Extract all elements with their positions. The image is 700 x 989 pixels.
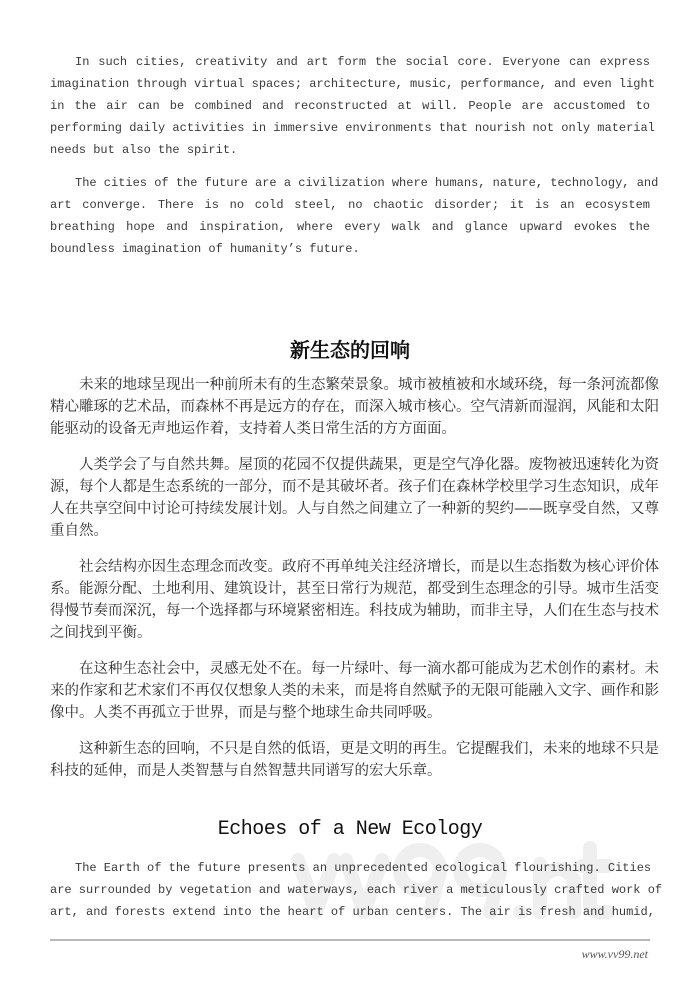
text-line: In such cities, creativity and art form the social core. Everyone can express [75, 55, 650, 69]
text-line: 在这种生态社会中，灵感无处不在。每一片绿叶、每一滴水都可能成为艺术创作的素材。未 [79, 661, 659, 677]
text-line: art, and forests extend into the heart of urban centers. The air is fresh and humid, [50, 905, 655, 919]
intro-paragraph-1 [50, 51, 655, 161]
text-line: 来的作家和艺术家们不再仅仅想象人类的未来，而是将自然赋予的无限可能融入文字、画作和影 [50, 683, 659, 699]
zh-paragraph-1 [50, 374, 659, 440]
text-line: 人类学会了与自然共舞。屋顶的花园不仅提供蔬果，更是空气净化器。废物被迅速转化为资 [79, 457, 659, 473]
text-line: in the air can be combined and reconstructed at will. People are accustomed to [50, 99, 650, 113]
text-line: 未来的地球呈现出一种前所未有的生态繁荣景象。城市被植被和水域环绕，每一条河流都像 [79, 377, 659, 393]
section-title-zh: 新生态的回响 [290, 338, 410, 362]
text-line: breathing hope and inspiration, where every walk and glance upward evokes the [50, 220, 650, 234]
text-line: 这种新生态的回响，不只是自然的低语，更是文明的再生。它提醒我们，未来的地球不只是 [79, 741, 659, 757]
text-line: 社会结构亦因生态理念而改变。政府不再单纯关注经济增长，而是以生态指数为核心评价体 [79, 559, 659, 575]
text-line: performing daily activities in immersive environments that nourish not only material [50, 121, 655, 135]
text-line: The Earth of the future presents an unprecedented ecological flourishing. Cities [75, 861, 652, 875]
en-paragraph-1 [50, 857, 663, 923]
zh-paragraph-2 [50, 454, 659, 542]
text-line: 像中。人类不再孤立于世界，而是与整个地球生命共同呼吸。 [50, 705, 442, 721]
text-line: are surrounded by vegetation and waterways, each river a meticulously crafted work of [50, 883, 663, 897]
text-line: needs but also the spirit. [50, 143, 238, 157]
text-line: 科技的延伸，而是人类智慧与自然智慧共同谱写的宏大乐章。 [50, 763, 442, 779]
text-line: 源，每个人都是生态系统的一部分，而不是其破坏者。孩子们在森林学校里学习生态知识，成年 [50, 479, 659, 495]
text-line: boundless imagination of humanity’s future. [50, 242, 360, 256]
footer-url: www.vv99.net [581, 947, 648, 961]
text-line: 之间找到平衡。 [50, 625, 152, 641]
footer-divider [50, 939, 650, 941]
text-line: 能驱动的设备无声地运作着，支持着人类日常生活的方方面面。 [50, 421, 456, 437]
intro-paragraph-2 [50, 172, 659, 260]
zh-paragraph-3 [50, 556, 659, 644]
text-line: 系。能源分配、土地利用、建筑设计，甚至日常行为规范，都受到生态理念的引导。城市生活变 [50, 581, 659, 597]
text-line: 得慢节奏而深沉，每一个选择都与环境紧密相连。科技成为辅助，而非主导，人们在生态与技术 [50, 603, 659, 619]
zh-paragraph-5 [50, 738, 659, 782]
text-line: 精心雕琢的艺术品，而森林不再是远方的存在，而深入城市核心。空气清新而湿润，风能和太阳 [50, 399, 659, 415]
text-line: The cities of the future are a civilization where humans, nature, technology, and [75, 176, 659, 190]
zh-paragraph-4 [50, 658, 659, 724]
text-line: 人在共享空间中讨论可持续发展计划。人与自然之间建立了一种新的契约——既享受自然，又尊 [50, 501, 659, 517]
text-line: imagination through virtual spaces; architecture, music, performance, and even light [50, 77, 655, 91]
text-line: 重自然。 [50, 523, 108, 539]
section-title-en: Echoes of a New Ecology [217, 818, 483, 841]
text-line: art converge. There is no cold steel, no chaotic disorder; it is an ecosystem [50, 198, 650, 212]
